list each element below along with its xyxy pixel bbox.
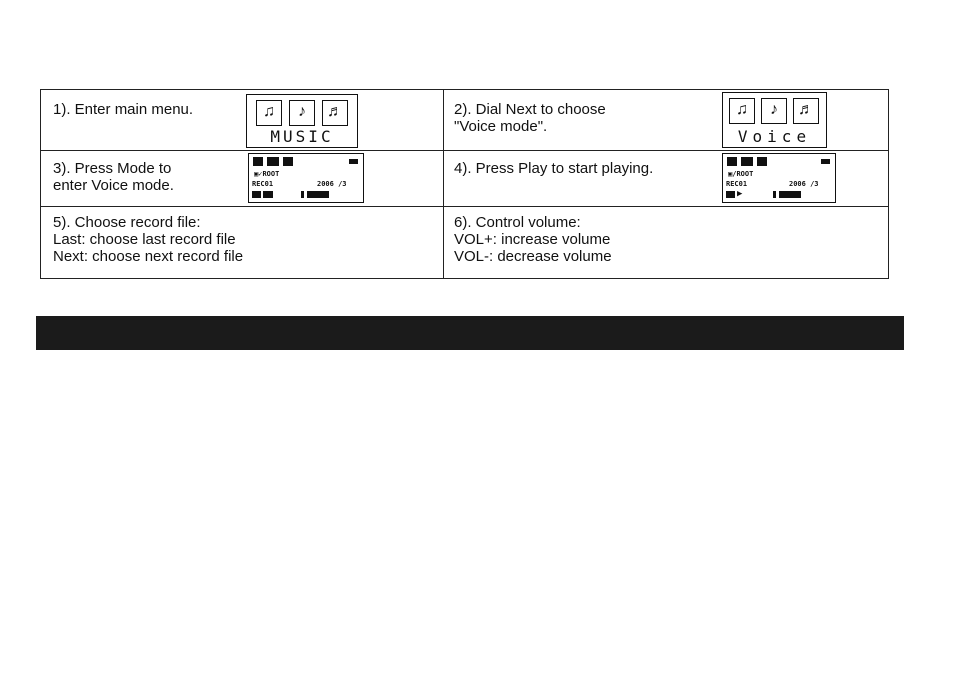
mode-icon	[741, 157, 753, 166]
record-icon	[252, 191, 261, 198]
mode-icon	[267, 157, 279, 166]
file-year: 2006 /3	[789, 180, 819, 188]
instruction-table	[40, 89, 889, 279]
headphones-icon: ♬	[793, 98, 819, 124]
step-1-text: 1). Enter main menu.	[53, 101, 194, 118]
section-header-bar	[36, 316, 904, 350]
column-divider	[443, 90, 444, 278]
time-display	[779, 191, 801, 198]
voice-icon	[727, 157, 737, 166]
play-icon: ▶	[737, 189, 743, 199]
step-2-lcd-screen	[722, 92, 827, 148]
step-1-lcd-screen	[246, 94, 358, 148]
folder-icon	[283, 157, 293, 166]
step-3-text: 3). Press Mode to enter Voice mode.	[53, 160, 174, 194]
file-name: REC01	[726, 180, 748, 188]
dancer-icon: ♪	[761, 98, 787, 124]
step-4-text: 4). Press Play to start playing.	[454, 160, 654, 177]
row-divider	[41, 206, 888, 207]
music-note-icon: ♫	[729, 98, 755, 124]
time-display	[307, 191, 329, 198]
voice-icon	[253, 157, 263, 166]
step-4-lcd-screen	[722, 153, 836, 203]
menu-word: Voice	[737, 127, 812, 146]
step-5-text: 5). Choose record file: Last: choose last record file Next: choose next record file	[53, 214, 244, 265]
record-icon	[726, 191, 735, 198]
file-year: 2006 /3	[317, 180, 347, 188]
dancer-icon: ♪	[289, 100, 315, 126]
step-2-text: 2). Dial Next to choose "Voice mode".	[454, 101, 606, 135]
stop-icon	[263, 191, 273, 198]
folder-icon	[757, 157, 767, 166]
row-divider	[41, 150, 888, 151]
menu-word: MUSIC	[270, 127, 334, 146]
folder-name: ▣✓ROOT	[254, 170, 280, 178]
file-name: REC01	[252, 180, 274, 188]
level-marker	[773, 191, 776, 198]
headphones-icon: ♬	[322, 100, 348, 126]
music-note-icon: ♫	[256, 100, 282, 126]
folder-name: ▣/ROOT	[728, 170, 754, 178]
level-marker	[301, 191, 304, 198]
step-3-lcd-screen	[248, 153, 364, 203]
battery-icon	[349, 159, 358, 164]
battery-icon	[821, 159, 830, 164]
step-6-text: 6). Control volume: VOL+: increase volume VOL-: decrease volume	[454, 214, 612, 265]
